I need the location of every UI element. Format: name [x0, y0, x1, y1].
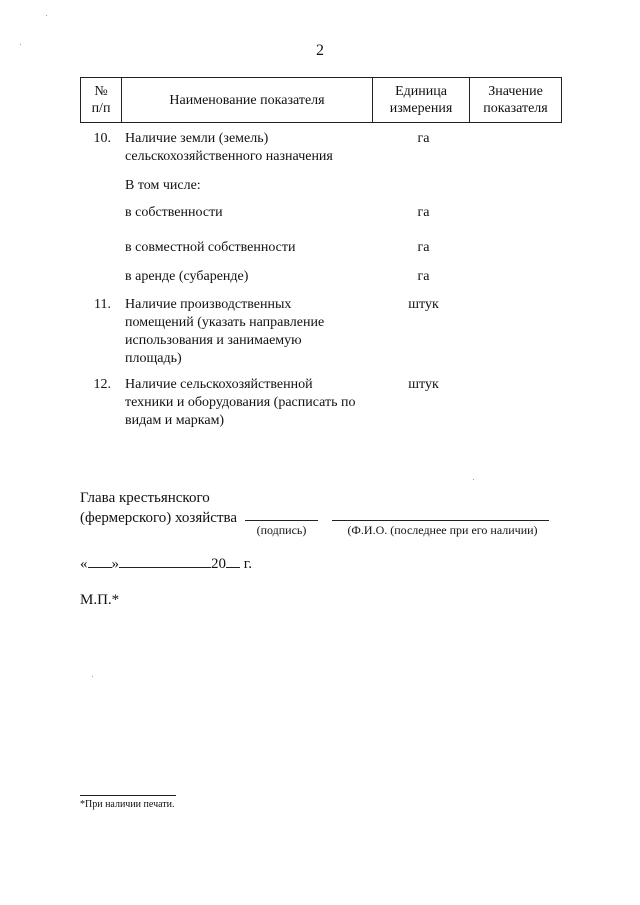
row-joint-ownership-name: в совместной собственности — [125, 240, 296, 255]
header-unit-line1: Единица — [395, 84, 447, 99]
row-joint-ownership-unit: га — [417, 240, 430, 255]
date-close-quote: » — [111, 556, 119, 572]
year-suffix: г. — [243, 556, 252, 572]
row-11-number: 11. — [94, 297, 111, 312]
row-11-name-line: использования и занимаемую — [125, 333, 302, 348]
row-12-unit: штук — [408, 377, 439, 392]
scan-speck — [20, 44, 21, 45]
day-blank — [88, 567, 112, 568]
date-line — [80, 556, 252, 573]
header-name: Наименование показателя — [122, 78, 373, 123]
header-number-line2: п/п — [91, 101, 111, 116]
row-ownership-name: в собственности — [125, 205, 223, 220]
row-12-name-line: видам и маркам) — [125, 413, 225, 428]
header-unit-line2: измерения — [389, 101, 453, 116]
row-10-number: 10. — [93, 131, 111, 146]
row-11-name — [125, 296, 375, 368]
row-10-unit: га — [417, 131, 430, 146]
header-unit — [373, 78, 470, 123]
row-12-name-line: Наличие сельскохозяйственной — [125, 377, 313, 392]
stamp-place-label: М.П.* — [80, 592, 120, 608]
scan-speck — [92, 676, 93, 677]
header-value-line2: показателя — [483, 101, 548, 116]
fio-caption: (Ф.И.О. (последнее при его наличии) — [347, 523, 538, 537]
signature-caption: (подпись) — [256, 523, 307, 537]
header-value — [470, 78, 562, 123]
row-11-name-line: площадь) — [125, 351, 182, 366]
row-12-number: 12. — [93, 377, 111, 392]
row-11-name-line: Наличие производственных — [125, 297, 292, 312]
row-10-name-line: Наличие земли (земель) — [125, 131, 269, 146]
head-of-farm-label — [80, 488, 237, 528]
row-lease-name: в аренде (субаренде) — [125, 269, 249, 284]
indicators-table-header — [80, 77, 562, 123]
year-prefix: 20 — [211, 556, 226, 572]
row-12-name — [125, 376, 375, 430]
row-12-name-line: техники и оборудования (расписать по — [125, 395, 356, 410]
row-lease-unit: га — [417, 269, 430, 284]
scan-speck — [473, 479, 474, 480]
row-10-name-line: сельскохозяйственного назначения — [125, 149, 333, 164]
head-of-farm-line2: (фермерского) хозяйства — [80, 510, 238, 526]
date-open-quote: « — [80, 556, 88, 572]
page-number: 2 — [316, 42, 324, 59]
header-number — [81, 78, 122, 123]
row-11-name-line: помещений (указать направление — [125, 315, 325, 330]
header-value-line1: Значение — [488, 84, 543, 99]
head-of-farm-line1: Глава крестьянского — [80, 490, 210, 506]
footnote: *При наличии печати. — [80, 799, 175, 810]
scan-speck — [46, 15, 47, 16]
fio-line — [332, 520, 549, 521]
month-blank — [119, 567, 211, 568]
signature-line — [245, 520, 318, 521]
row-11-unit: штук — [408, 297, 439, 312]
year-blank — [226, 567, 240, 568]
row-10-name — [125, 130, 375, 166]
footnote-separator — [80, 795, 176, 796]
header-number-line1: № — [94, 84, 108, 99]
row-including-label: В том числе: — [125, 178, 201, 193]
row-ownership-unit: га — [417, 205, 430, 220]
